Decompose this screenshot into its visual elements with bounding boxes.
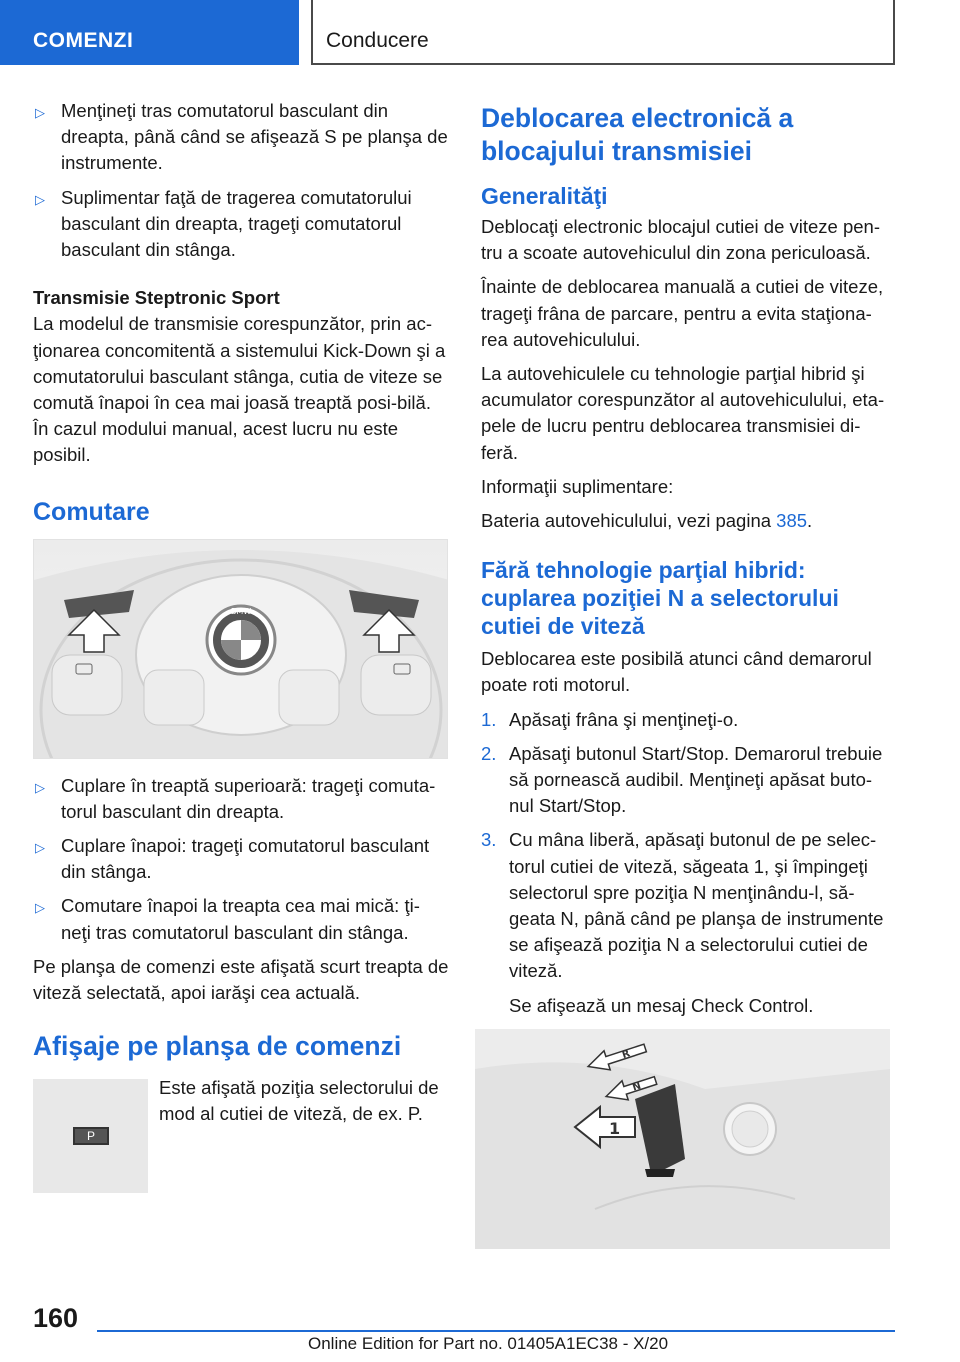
arrow-r-label: R — [620, 1048, 632, 1061]
gen-paragraph-3: La autovehiculele cu tehnologie parţial hibrid şi acumulator corespunzător al autovehiculului, eta-pele de lucru pentru deblocarea transmisiei di-feră. — [481, 363, 885, 463]
list-item: 1. Apăsaţi frâna şi menţineţi-o. — [481, 708, 739, 730]
sport-paragraph: La modelul de transmisie corespunzător, prin ac-ţionarea concomitentă a sistemului Kick-Down şi a comutatorului basculant stânga, cutia de viteze se comută înapoi în cea mai joasă treaptă posi-bilă. În cazul modului manual, acest lucru nu este posibil. — [33, 313, 446, 466]
list-item: ▷ Suplimentar faţă de tragerea comutatorului basculant din dreapta, trageţi comutatorul basculant din stânga. — [35, 186, 412, 261]
gen-paragraph-2: Înainte de deblocarea manuală a cutiei de viteze, trageţi frâna de parcare, pentru a evita staţiona-rea autovehiculului. — [481, 276, 884, 350]
right-column — [481, 98, 895, 1249]
step-result: Se afişează un mesaj Check Control. — [509, 994, 814, 1016]
comutare-heading: Comutare — [33, 497, 150, 526]
arrow-n-label: N — [631, 1080, 643, 1094]
display-text: Este afişată poziţia selectorului de mod al cutiei de viteză, de ex. P. — [159, 1077, 439, 1125]
list-item: 3. Cu mâna liberă, apăsaţi butonul de pe selec-torul cutiei de viteză, săgeata 1, şi împingeţi selectorul spre poziţia N menţinându-l, să-geata N, până când pe planşa de instrumente se afişează poziţia N a selectorului cutiei de viteză. — [481, 829, 884, 982]
wheel-logo-text: BMW — [230, 606, 252, 616]
steering-wheel-illustration — [34, 540, 448, 759]
display-heading: Afişaje pe planşa de comenzi — [33, 1031, 402, 1062]
page-link[interactable]: 385 — [776, 510, 808, 532]
list-item: ▷ Cuplare înapoi: trageţi comutatorul basculant din stânga. — [35, 835, 430, 883]
list-item: 2. Apăsaţi butonul Start/Stop. Demarorul trebuie să pornească audibil. Menţineţi apăsat buto-nul Start/Stop. — [481, 742, 883, 817]
gear-p-icon: P — [73, 1127, 109, 1145]
main-heading: Deblocarea electronică a blocajului transmisiei — [481, 103, 794, 166]
comutare-paragraph: Pe planşa de comenzi este afişată scurt treapta de viteză selectată, apoi iarăşi cea actuală. — [33, 955, 449, 1004]
arrow-1-label: 1 — [609, 1118, 621, 1138]
list-item: ▷ Menţineţi tras comutatorul basculant din dreapta, până când se afişează S pe planşa de instrumente. — [35, 100, 448, 174]
triangle-bullet-icon: ▷ — [35, 840, 45, 856]
triangle-bullet-icon: ▷ — [35, 191, 45, 207]
footer-divider — [97, 1330, 895, 1332]
steering-wheel-image — [33, 539, 448, 759]
edition-text: Online Edition for Part no. 01405A1EC38 - X/20 — [308, 1334, 669, 1353]
left-column — [33, 98, 449, 1193]
info-label: Informaţii suplimentare: — [481, 475, 674, 497]
triangle-bullet-icon: ▷ — [35, 900, 45, 916]
section-tab — [0, 0, 299, 65]
gear-selector-image — [475, 1029, 890, 1249]
list-item: ▷ Comutare înapoi la treapta cea mai mică: ţi-neţi tras comutatorul basculant din stânga. — [35, 895, 420, 943]
list-item: ▷ Cuplare în treaptă superioară: trageţi comuta-torul basculant din dreapta. — [35, 774, 436, 822]
sub-heading: Fără tehnologie parţial hibrid: cuplarea poziţiei N a selectorului cutiei de viteză — [481, 557, 839, 640]
section-title: COMENZI — [33, 29, 134, 52]
generalitati-heading: Generalităţi — [481, 183, 608, 209]
sport-heading: Transmisie Steptronic Sport — [33, 287, 280, 309]
gear-selector-illustration — [475, 1029, 890, 1249]
triangle-bullet-icon: ▷ — [35, 105, 45, 120]
info-reference: Bateria autovehiculului, vezi pagina 385. — [481, 510, 813, 532]
chapter-box — [311, 0, 895, 65]
display-section — [33, 1075, 449, 1193]
page-number: 160 — [33, 1303, 79, 1333]
display-symbol-image — [33, 1079, 148, 1193]
gen-paragraph-1: Deblocaţi electronic blocajul cutiei de viteze pen-tru a scoate autovehiculul din zona periculoasă. — [481, 216, 880, 264]
triangle-bullet-icon: ▷ — [35, 779, 45, 795]
sub-paragraph: Deblocarea este posibilă atunci când demarorul poate roti motorul. — [481, 648, 872, 696]
chapter-title: Conducere — [326, 29, 429, 52]
